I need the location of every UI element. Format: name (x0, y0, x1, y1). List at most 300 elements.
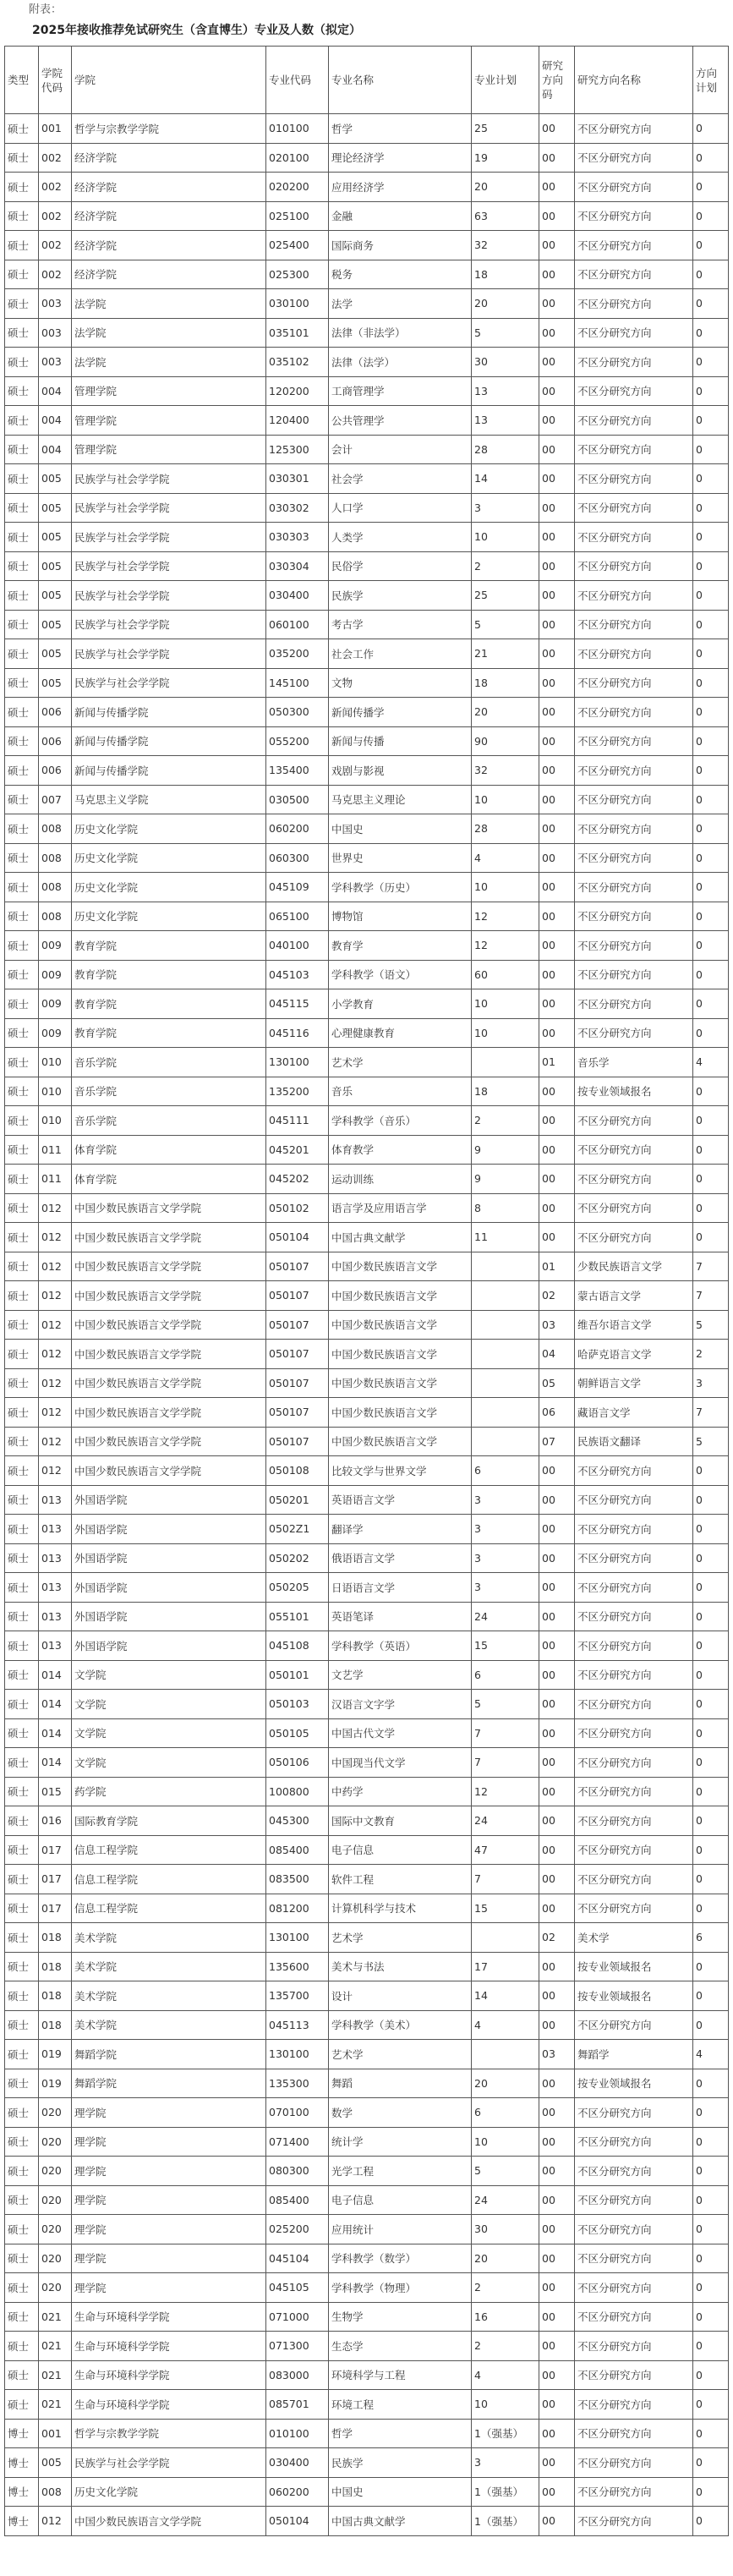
cell-major-code: 085701 (266, 2390, 329, 2420)
cell-school: 管理学院 (72, 376, 266, 406)
cell-major-plan: 20 (472, 289, 539, 319)
table-row (5, 814, 729, 844)
cell-direction-plan: 0 (693, 1106, 729, 1136)
cell-major-name: 戏剧与影视 (329, 756, 472, 786)
cell-direction-name: 不区分研究方向 (575, 989, 693, 1019)
table-row (5, 1777, 729, 1806)
cell-major-name: 文物 (329, 668, 472, 698)
cell-major-plan: 2 (472, 1106, 539, 1136)
cell-type: 硕士 (5, 989, 39, 1019)
cell-direction-name: 不区分研究方向 (575, 610, 693, 639)
cell-direction-plan: 0 (693, 406, 729, 436)
cell-direction-code: 01 (539, 1252, 575, 1281)
cell-major-name: 中国少数民族语言文学 (329, 1427, 472, 1456)
table-row (5, 2419, 729, 2448)
table-row (5, 2098, 729, 2128)
cell-major-plan: 3 (472, 1515, 539, 1544)
cell-direction-name: 不区分研究方向 (575, 1543, 693, 1573)
cell-direction-code: 03 (539, 1310, 575, 1340)
cell-direction-code: 00 (539, 1485, 575, 1515)
cell-major-plan: 10 (472, 989, 539, 1019)
table-row (5, 1748, 729, 1778)
cell-major-code: 045202 (266, 1165, 329, 1194)
table-row (5, 931, 729, 961)
cell-school: 美术学院 (72, 1923, 266, 1953)
cell-direction-plan: 0 (693, 989, 729, 1019)
table-row (5, 1106, 729, 1136)
cell-major-code: 0502Z1 (266, 1515, 329, 1544)
cell-direction-name: 不区分研究方向 (575, 2419, 693, 2448)
cell-major-plan: 14 (472, 464, 539, 494)
cell-school: 理学院 (72, 2215, 266, 2244)
table-row (5, 1485, 729, 1515)
cell-major-code: 030400 (266, 581, 329, 611)
cell-major-name: 学科教学（美术） (329, 2010, 472, 2040)
cell-direction-plan: 0 (693, 2360, 729, 2390)
cell-direction-plan: 0 (693, 2302, 729, 2332)
cell-direction-name: 不区分研究方向 (575, 1135, 693, 1165)
cell-school: 理学院 (72, 2185, 266, 2215)
cell-direction-code: 00 (539, 348, 575, 377)
cell-school: 中国少数民族语言文学学院 (72, 1368, 266, 1398)
table-row (5, 1018, 729, 1048)
cell-school-code: 021 (39, 2332, 72, 2361)
cell-direction-plan: 0 (693, 1835, 729, 1865)
cell-direction-plan: 0 (693, 785, 729, 814)
cell-type: 硕士 (5, 960, 39, 989)
cell-major-code: 040100 (266, 931, 329, 961)
cell-type: 硕士 (5, 464, 39, 494)
cell-direction-name: 不区分研究方向 (575, 902, 693, 931)
table-row (5, 2244, 729, 2273)
cell-direction-code: 00 (539, 2507, 575, 2536)
cell-school: 教育学院 (72, 960, 266, 989)
cell-type: 硕士 (5, 1690, 39, 1719)
cell-type: 硕士 (5, 143, 39, 173)
cell-major-name: 学科教学（英语） (329, 1631, 472, 1661)
cell-direction-name: 不区分研究方向 (575, 2302, 693, 2332)
cell-major-code: 050107 (266, 1427, 329, 1456)
cell-school-code: 020 (39, 2185, 72, 2215)
cell-school-code: 020 (39, 2098, 72, 2128)
cell-direction-code: 00 (539, 2419, 575, 2448)
cell-type: 硕士 (5, 2040, 39, 2069)
cell-school: 中国少数民族语言文学学院 (72, 1193, 266, 1223)
cell-type: 硕士 (5, 843, 39, 873)
cell-major-code: 055101 (266, 1602, 329, 1631)
table-row (5, 406, 729, 436)
cell-major-name: 人口学 (329, 493, 472, 523)
cell-direction-plan: 0 (693, 1660, 729, 1690)
cell-direction-code: 00 (539, 756, 575, 786)
cell-major-name: 电子信息 (329, 2185, 472, 2215)
cell-major-plan: 1（强基） (472, 2477, 539, 2507)
cell-major-code: 135200 (266, 1077, 329, 1106)
cell-major-plan: 6 (472, 2098, 539, 2128)
table-row (5, 1223, 729, 1252)
cell-major-name: 人类学 (329, 523, 472, 552)
cell-school-code: 014 (39, 1660, 72, 1690)
cell-direction-plan: 0 (693, 2507, 729, 2536)
cell-major-code: 070100 (266, 2098, 329, 2128)
cell-school: 外国语学院 (72, 1543, 266, 1573)
cell-school-code: 002 (39, 173, 72, 202)
cell-direction-plan: 2 (693, 1340, 729, 1369)
cell-major-code: 060100 (266, 610, 329, 639)
cell-direction-code: 01 (539, 1048, 575, 1077)
cell-direction-plan: 0 (693, 1631, 729, 1661)
cell-major-plan: 3 (472, 493, 539, 523)
cell-school-code: 004 (39, 406, 72, 436)
cell-major-name: 学科教学（数学） (329, 2244, 472, 2273)
cell-major-plan: 17 (472, 1952, 539, 1981)
cell-school-code: 009 (39, 989, 72, 1019)
cell-school-code: 002 (39, 143, 72, 173)
cell-major-plan: 7 (472, 1865, 539, 1894)
cell-major-name: 俄语语言文学 (329, 1543, 472, 1573)
table-row (5, 1048, 729, 1077)
cell-school: 音乐学院 (72, 1106, 266, 1136)
cell-direction-name: 不区分研究方向 (575, 639, 693, 669)
cell-direction-code: 00 (539, 1777, 575, 1806)
cell-major-name: 艺术学 (329, 1923, 472, 1953)
cell-direction-plan: 0 (693, 318, 729, 348)
cell-direction-name: 不区分研究方向 (575, 1456, 693, 1486)
cell-major-plan: 12 (472, 931, 539, 961)
cell-type: 硕士 (5, 2010, 39, 2040)
cell-major-plan: 21 (472, 639, 539, 669)
cell-major-code: 083500 (266, 1865, 329, 1894)
cell-direction-plan: 0 (693, 610, 729, 639)
cell-major-plan (472, 1368, 539, 1398)
cell-major-name: 艺术学 (329, 1048, 472, 1077)
cell-direction-name: 不区分研究方向 (575, 873, 693, 902)
cell-direction-plan: 0 (693, 960, 729, 989)
cell-school: 理学院 (72, 2127, 266, 2157)
cell-type: 硕士 (5, 2098, 39, 2128)
cell-major-plan: 15 (472, 1894, 539, 1923)
cell-major-name: 社会学 (329, 464, 472, 494)
cell-type: 硕士 (5, 1631, 39, 1661)
cell-school: 舞蹈学院 (72, 2069, 266, 2098)
cell-major-plan: 4 (472, 843, 539, 873)
cell-direction-name: 不区分研究方向 (575, 1690, 693, 1719)
cell-direction-name: 不区分研究方向 (575, 493, 693, 523)
cell-type: 硕士 (5, 1602, 39, 1631)
cell-major-name: 环境科学与工程 (329, 2360, 472, 2390)
table-row (5, 2069, 729, 2098)
cell-school-code: 012 (39, 1193, 72, 1223)
cell-major-plan: 9 (472, 1135, 539, 1165)
cell-direction-plan: 0 (693, 2215, 729, 2244)
cell-direction-plan: 0 (693, 1894, 729, 1923)
cell-major-plan: 24 (472, 1806, 539, 1836)
cell-direction-name: 不区分研究方向 (575, 2244, 693, 2273)
cell-type: 硕士 (5, 1660, 39, 1690)
cell-major-plan: 2 (472, 2332, 539, 2361)
column-header-major-name: 专业名称 (329, 47, 472, 114)
cell-type: 硕士 (5, 726, 39, 756)
cell-direction-name: 不区分研究方向 (575, 1515, 693, 1544)
cell-school-code: 005 (39, 668, 72, 698)
cell-direction-code: 00 (539, 289, 575, 319)
cell-major-name: 理论经济学 (329, 143, 472, 173)
cell-major-code: 050201 (266, 1485, 329, 1515)
cell-direction-name: 哈萨克语言文学 (575, 1340, 693, 1369)
cell-direction-plan: 0 (693, 143, 729, 173)
cell-school-code: 017 (39, 1835, 72, 1865)
column-header-direction-code: 研究方向码 (539, 47, 575, 114)
cell-type: 硕士 (5, 2215, 39, 2244)
table-row (5, 2507, 729, 2536)
table-row (5, 1718, 729, 1748)
cell-major-plan: 12 (472, 1777, 539, 1806)
cell-direction-name: 不区分研究方向 (575, 1165, 693, 1194)
cell-direction-code: 00 (539, 2098, 575, 2128)
cell-school: 体育学院 (72, 1135, 266, 1165)
table-row (5, 1252, 729, 1281)
cell-school-code: 002 (39, 231, 72, 260)
cell-direction-name: 不区分研究方向 (575, 1485, 693, 1515)
cell-direction-code: 00 (539, 1515, 575, 1544)
column-header-direction-plan: 方向计划 (693, 47, 729, 114)
cell-major-code: 100800 (266, 1777, 329, 1806)
cell-type: 博士 (5, 2448, 39, 2478)
cell-direction-name: 不区分研究方向 (575, 2360, 693, 2390)
cell-school-code: 020 (39, 2244, 72, 2273)
cell-direction-code: 00 (539, 814, 575, 844)
cell-school-code: 019 (39, 2069, 72, 2098)
cell-school-code: 005 (39, 493, 72, 523)
cell-direction-code: 00 (539, 493, 575, 523)
cell-direction-plan: 0 (693, 902, 729, 931)
cell-school-code: 013 (39, 1515, 72, 1544)
cell-school-code: 002 (39, 201, 72, 231)
cell-direction-plan: 0 (693, 1077, 729, 1106)
table-row (5, 1660, 729, 1690)
cell-school: 民族学与社会学学院 (72, 464, 266, 494)
cell-school: 理学院 (72, 2098, 266, 2128)
cell-type: 硕士 (5, 231, 39, 260)
column-header-type: 类型 (5, 47, 39, 114)
cell-major-plan: 8 (472, 1193, 539, 1223)
table-row (5, 581, 729, 611)
cell-school: 经济学院 (72, 260, 266, 289)
table-row (5, 260, 729, 289)
table-row (5, 902, 729, 931)
cell-type: 硕士 (5, 1456, 39, 1486)
cell-direction-name: 不区分研究方向 (575, 2185, 693, 2215)
cell-direction-name: 不区分研究方向 (575, 785, 693, 814)
cell-school-code: 006 (39, 726, 72, 756)
cell-school-code: 012 (39, 1281, 72, 1311)
cell-direction-code: 00 (539, 2390, 575, 2420)
cell-major-name: 软件工程 (329, 1865, 472, 1894)
cell-major-name: 会计 (329, 435, 472, 464)
cell-direction-plan: 0 (693, 2244, 729, 2273)
cell-major-name: 中国古典文献学 (329, 2507, 472, 2536)
table-row (5, 610, 729, 639)
cell-major-name: 数学 (329, 2098, 472, 2128)
cell-school-code: 009 (39, 931, 72, 961)
cell-major-plan: 20 (472, 698, 539, 727)
table-row (5, 1165, 729, 1194)
cell-type: 硕士 (5, 1077, 39, 1106)
cell-major-name: 法律（法学） (329, 348, 472, 377)
cell-direction-name: 不区分研究方向 (575, 231, 693, 260)
cell-major-name: 马克思主义理论 (329, 785, 472, 814)
cell-type: 博士 (5, 2477, 39, 2507)
table-row (5, 289, 729, 319)
cell-school-code: 006 (39, 698, 72, 727)
cell-type: 硕士 (5, 2390, 39, 2420)
cell-major-plan: 1（强基） (472, 2419, 539, 2448)
cell-type: 硕士 (5, 1310, 39, 1340)
cell-type: 硕士 (5, 1952, 39, 1981)
table-row (5, 2010, 729, 2040)
cell-direction-plan: 0 (693, 2419, 729, 2448)
cell-direction-code: 00 (539, 2448, 575, 2478)
cell-direction-name: 美术学 (575, 1923, 693, 1953)
cell-school: 外国语学院 (72, 1573, 266, 1603)
cell-direction-plan: 0 (693, 814, 729, 844)
cell-direction-code: 00 (539, 260, 575, 289)
cell-major-name: 艺术学 (329, 2040, 472, 2069)
cell-school-code: 011 (39, 1165, 72, 1194)
cell-major-code: 045116 (266, 1018, 329, 1048)
cell-direction-name: 少数民族语言文学 (575, 1252, 693, 1281)
cell-major-plan: 28 (472, 435, 539, 464)
cell-major-plan: 18 (472, 668, 539, 698)
cell-major-name: 中国少数民族语言文学 (329, 1368, 472, 1398)
cell-direction-name: 不区分研究方向 (575, 1718, 693, 1748)
cell-major-name: 中国少数民族语言文学 (329, 1398, 472, 1428)
cell-major-name: 设计 (329, 1981, 472, 2011)
cell-major-name: 金融 (329, 201, 472, 231)
cell-school-code: 012 (39, 1456, 72, 1486)
cell-major-name: 体育教学 (329, 1135, 472, 1165)
cell-type: 硕士 (5, 668, 39, 698)
cell-school-code: 005 (39, 523, 72, 552)
cell-major-plan: 5 (472, 318, 539, 348)
cell-school: 药学院 (72, 1777, 266, 1806)
table-row (5, 1427, 729, 1456)
cell-major-name: 英语语言文学 (329, 1485, 472, 1515)
cell-major-code: 030500 (266, 785, 329, 814)
cell-direction-name: 按专业领域报名 (575, 1981, 693, 2011)
cell-direction-plan: 0 (693, 1981, 729, 2011)
cell-type: 硕士 (5, 1718, 39, 1748)
cell-direction-name: 藏语言文学 (575, 1398, 693, 1428)
cell-direction-code: 07 (539, 1427, 575, 1456)
column-header-school: 学院 (72, 47, 266, 114)
cell-direction-plan: 7 (693, 1398, 729, 1428)
cell-direction-name: 不区分研究方向 (575, 551, 693, 581)
cell-school: 国际教育学院 (72, 1806, 266, 1836)
table-row (5, 2302, 729, 2332)
cell-direction-code: 00 (539, 931, 575, 961)
cell-major-name: 国际中文教育 (329, 1806, 472, 1836)
cell-major-code: 050107 (266, 1398, 329, 1428)
cell-school-code: 009 (39, 960, 72, 989)
cell-direction-plan: 0 (693, 756, 729, 786)
table-row (5, 1281, 729, 1311)
cell-major-code: 130100 (266, 2040, 329, 2069)
cell-major-plan: 14 (472, 1981, 539, 2011)
table-row (5, 2448, 729, 2478)
cell-direction-name: 不区分研究方向 (575, 931, 693, 961)
cell-major-code: 045111 (266, 1106, 329, 1136)
cell-type: 硕士 (5, 1018, 39, 1048)
cell-direction-plan: 0 (693, 639, 729, 669)
table-header-row (5, 47, 729, 114)
cell-school-code: 012 (39, 1252, 72, 1281)
cell-school-code: 008 (39, 2477, 72, 2507)
cell-direction-plan: 0 (693, 1515, 729, 1544)
cell-direction-code: 00 (539, 873, 575, 902)
cell-school: 文学院 (72, 1718, 266, 1748)
cell-school: 外国语学院 (72, 1631, 266, 1661)
cell-direction-plan: 3 (693, 1368, 729, 1398)
cell-direction-code: 00 (539, 2332, 575, 2361)
cell-direction-name: 不区分研究方向 (575, 1018, 693, 1048)
cell-school-code: 020 (39, 2215, 72, 2244)
cell-school: 哲学与宗教学学院 (72, 114, 266, 144)
cell-major-name: 中国史 (329, 2477, 472, 2507)
cell-major-name: 国际商务 (329, 231, 472, 260)
cell-school-code: 011 (39, 1135, 72, 1165)
cell-direction-plan: 4 (693, 2040, 729, 2069)
cell-school: 外国语学院 (72, 1485, 266, 1515)
cell-major-plan: 5 (472, 610, 539, 639)
cell-direction-plan: 0 (693, 201, 729, 231)
cell-direction-plan: 0 (693, 2332, 729, 2361)
cell-school: 法学院 (72, 318, 266, 348)
cell-type: 硕士 (5, 1135, 39, 1165)
cell-major-name: 翻译学 (329, 1515, 472, 1544)
cell-direction-code: 00 (539, 143, 575, 173)
page-title: 2025年接收推荐免试研究生（含直博生）专业及人数（拟定） (32, 24, 361, 37)
table-row (5, 464, 729, 494)
cell-major-name: 环境工程 (329, 2390, 472, 2420)
cell-major-plan: 5 (472, 1690, 539, 1719)
cell-type: 硕士 (5, 260, 39, 289)
cell-direction-code: 00 (539, 376, 575, 406)
cell-direction-name: 不区分研究方向 (575, 1806, 693, 1836)
cell-major-plan: 2 (472, 551, 539, 581)
cell-major-plan: 10 (472, 523, 539, 552)
cell-school: 民族学与社会学学院 (72, 551, 266, 581)
cell-school: 历史文化学院 (72, 873, 266, 902)
cell-direction-name: 不区分研究方向 (575, 2215, 693, 2244)
cell-major-name: 民族学 (329, 581, 472, 611)
cell-school-code: 014 (39, 1690, 72, 1719)
cell-major-code: 120400 (266, 406, 329, 436)
cell-direction-code: 00 (539, 1543, 575, 1573)
cell-direction-name: 维吾尔语言文学 (575, 1310, 693, 1340)
cell-major-name: 生态学 (329, 2332, 472, 2361)
cell-major-name: 法学 (329, 289, 472, 319)
cell-major-code: 025400 (266, 231, 329, 260)
attachment-label: 附表： (29, 3, 63, 16)
cell-direction-code: 00 (539, 2244, 575, 2273)
cell-direction-plan: 0 (693, 2390, 729, 2420)
cell-major-code: 050202 (266, 1543, 329, 1573)
cell-direction-plan: 0 (693, 698, 729, 727)
cell-direction-plan: 0 (693, 1135, 729, 1165)
cell-school: 民族学与社会学学院 (72, 493, 266, 523)
cell-direction-plan: 0 (693, 1485, 729, 1515)
